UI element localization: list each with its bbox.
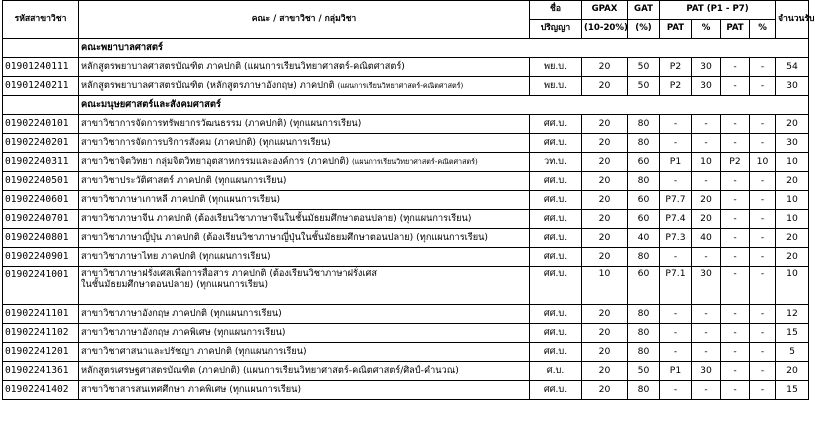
pct2: -: [750, 248, 776, 267]
table-row: [3, 229, 809, 248]
seats: 12: [776, 305, 809, 324]
gat: 50: [628, 58, 660, 77]
program-name-cell: [79, 153, 530, 172]
header-gpax-line2: (10-20%): [582, 20, 628, 39]
gat: 80: [628, 381, 660, 400]
header-pct2: %: [750, 20, 776, 39]
pct1: 20: [692, 210, 721, 229]
pat2: -: [721, 324, 750, 343]
gat: 80: [628, 343, 660, 362]
table-row: [3, 210, 809, 229]
program-name: สาขาวิชาสารสนเทศศึกษา ภาคพิเศษ (ทุกแผนการเรียน): [79, 381, 530, 400]
faculty-row: [3, 96, 809, 115]
program-code: 01902240311: [3, 153, 79, 172]
degree: พย.บ.: [530, 58, 582, 77]
gpax: 20: [582, 362, 628, 381]
gpax: 20: [582, 324, 628, 343]
program-name: สาขาวิชาศาสนาและปรัชญา ภาคปกติ (ทุกแผนการเรียน): [79, 343, 530, 362]
gat: 80: [628, 324, 660, 343]
degree: วท.บ.: [530, 153, 582, 172]
program-code: 01902241402: [3, 381, 79, 400]
gpax: 20: [582, 248, 628, 267]
table-row: [3, 267, 809, 305]
pat2: -: [721, 362, 750, 381]
table-row: [3, 153, 809, 172]
seats: 20: [776, 362, 809, 381]
header-seats: จำนวนรับ: [776, 1, 809, 39]
gat: 80: [628, 305, 660, 324]
gat: 60: [628, 153, 660, 172]
seats: 10: [776, 210, 809, 229]
gat: 80: [628, 115, 660, 134]
pat1: P1: [660, 153, 692, 172]
pat2: -: [721, 343, 750, 362]
pat2: -: [721, 191, 750, 210]
seats: 20: [776, 229, 809, 248]
program-code: 01901240111: [3, 58, 79, 77]
pat1: P7.3: [660, 229, 692, 248]
pct2: -: [750, 172, 776, 191]
table-row: [3, 248, 809, 267]
header-gpax-line1: GPAX: [582, 1, 628, 20]
pat2: -: [721, 172, 750, 191]
degree: ศศ.บ.: [530, 267, 582, 305]
pat1: P7.4: [660, 210, 692, 229]
table-row: [3, 58, 809, 77]
gpax: 20: [582, 172, 628, 191]
pat1: -: [660, 305, 692, 324]
degree: ศศ.บ.: [530, 134, 582, 153]
pat2: -: [721, 381, 750, 400]
program-code: 01902241201: [3, 343, 79, 362]
program-code: 01901240211: [3, 77, 79, 96]
table-row: [3, 381, 809, 400]
pat2: -: [721, 305, 750, 324]
header-degree-line1: ชื่อ: [530, 1, 582, 20]
pat1: -: [660, 172, 692, 191]
seats: 15: [776, 324, 809, 343]
gpax: 20: [582, 153, 628, 172]
degree: ศศ.บ.: [530, 191, 582, 210]
program-name: หลักสูตรพยาบาลศาสตรบัณฑิต (หลักสูตรภาษาอังกฤษ) ภาคปกติ: [81, 79, 335, 91]
program-name: หลักสูตรเศรษฐศาสตรบัณฑิต (ภาคปกติ) (แผนการเรียนวิทยาศาสตร์-คณิตศาสตร์/ศิลป์-คำนวณ): [79, 362, 530, 381]
pat1: -: [660, 115, 692, 134]
pct1: 30: [692, 77, 721, 96]
gat: 80: [628, 172, 660, 191]
gpax: 20: [582, 58, 628, 77]
program-note: (แผนการเรียนวิทยาศาสตร์-คณิตศาสตร์): [351, 156, 478, 166]
degree: ศศ.บ.: [530, 381, 582, 400]
gat: 60: [628, 210, 660, 229]
pat1: -: [660, 381, 692, 400]
program-name: สาขาวิชาการจัดการบริการสังคม (ภาคปกติ) (ทุกแผนการเรียน): [79, 134, 530, 153]
pct2: 10: [750, 153, 776, 172]
table-row: [3, 362, 809, 381]
pat2: -: [721, 267, 750, 305]
pat2: -: [721, 229, 750, 248]
gat: 40: [628, 229, 660, 248]
pat1: P2: [660, 58, 692, 77]
seats: 10: [776, 267, 809, 305]
pct1: 30: [692, 267, 721, 305]
pct1: -: [692, 172, 721, 191]
degree: ศศ.บ.: [530, 115, 582, 134]
pat2: -: [721, 210, 750, 229]
gat: 60: [628, 267, 660, 305]
faculty-name: คณะมนุษยศาสตร์และสังคมศาสตร์: [79, 96, 809, 115]
program-name: สาขาวิชาภาษาอังกฤษ ภาคปกติ (ทุกแผนการเรียน): [79, 305, 530, 324]
pct1: 10: [692, 153, 721, 172]
program-name-line2: ในชั้นมัธยมศึกษาตอนปลาย) (ทุกแผนการเรียน): [81, 278, 269, 290]
seats: 20: [776, 172, 809, 191]
pct2: -: [750, 134, 776, 153]
pct2: -: [750, 267, 776, 305]
degree: ศศ.บ.: [530, 248, 582, 267]
pct1: -: [692, 381, 721, 400]
header-pat1: PAT: [660, 20, 692, 39]
program-name: สาขาวิชาประวัติศาสตร์ ภาคปกติ (ทุกแผนการเรียน): [79, 172, 530, 191]
pct2: -: [750, 191, 776, 210]
header-pat-group: PAT (P1 - P7): [660, 1, 776, 20]
degree: พย.บ.: [530, 77, 582, 96]
degree: ศศ.บ.: [530, 305, 582, 324]
header-pct1: %: [692, 20, 721, 39]
gat: 60: [628, 191, 660, 210]
pct1: -: [692, 305, 721, 324]
program-code: 01902240201: [3, 134, 79, 153]
program-code: 01902241001: [3, 267, 79, 305]
pat2: -: [721, 134, 750, 153]
program-code: 01902240801: [3, 229, 79, 248]
seats: 10: [776, 191, 809, 210]
program-name-cell: [79, 77, 530, 96]
pct1: -: [692, 343, 721, 362]
gpax: 20: [582, 77, 628, 96]
gpax: 20: [582, 191, 628, 210]
gpax: 20: [582, 115, 628, 134]
gat: 80: [628, 248, 660, 267]
table-row: [3, 343, 809, 362]
program-name: สาขาวิชาภาษาฝรั่งเศสเพื่อการสื่อสาร ภาคปกติ (ต้องเรียนวิชาภาษาฝรั่งเศส: [81, 268, 377, 279]
pat1: -: [660, 343, 692, 362]
pct1: -: [692, 115, 721, 134]
seats: 20: [776, 248, 809, 267]
gpax: 20: [582, 343, 628, 362]
degree: ศศ.บ.: [530, 343, 582, 362]
pct1: 20: [692, 191, 721, 210]
seats: 20: [776, 115, 809, 134]
pat1: -: [660, 324, 692, 343]
pct2: -: [750, 58, 776, 77]
seats: 5: [776, 343, 809, 362]
header-gat-line1: GAT: [628, 1, 660, 20]
program-name: สาขาวิชาจิตวิทยา กลุ่มจิตวิทยาอุตสาหกรรมและองค์การ (ภาคปกติ): [81, 155, 350, 167]
program-name: หลักสูตรพยาบาลศาสตรบัณฑิต ภาคปกติ (แผนการเรียนวิทยาศาสตร์-คณิตศาสตร์): [79, 58, 530, 77]
pct1: -: [692, 248, 721, 267]
header-gat-line2: (%): [628, 20, 660, 39]
pct2: -: [750, 229, 776, 248]
pct2: -: [750, 343, 776, 362]
header-code: รหัสสาขาวิชา: [3, 1, 79, 39]
program-code: 01902241102: [3, 324, 79, 343]
pct2: -: [750, 210, 776, 229]
degree: ศศ.บ.: [530, 324, 582, 343]
program-name: สาขาวิชาภาษาญี่ปุ่น ภาคปกติ (ต้องเรียนวิชาภาษาญี่ปุ่นในชั้นมัธยมศึกษาตอนปลาย) (ทุกแผนการเรียน): [79, 229, 530, 248]
program-name-cell: [79, 267, 530, 305]
degree: ศศ.บ.: [530, 210, 582, 229]
program-code: 01902240701: [3, 210, 79, 229]
pat1: -: [660, 134, 692, 153]
pct2: -: [750, 77, 776, 96]
pct2: -: [750, 381, 776, 400]
program-code: 01902240101: [3, 115, 79, 134]
seats: 54: [776, 58, 809, 77]
table-row: [3, 172, 809, 191]
gat: 80: [628, 134, 660, 153]
pat2: P2: [721, 153, 750, 172]
seats: 30: [776, 134, 809, 153]
admission-table: [2, 0, 815, 400]
header-degree-line2: ปริญญา: [530, 20, 582, 39]
gpax: 20: [582, 134, 628, 153]
program-code: 01902240901: [3, 248, 79, 267]
pat1: P7.1: [660, 267, 692, 305]
gpax: 10: [582, 267, 628, 305]
table-row: [3, 77, 809, 96]
table-row: [3, 115, 809, 134]
degree: ศ.บ.: [530, 362, 582, 381]
table-row: [3, 134, 809, 153]
pct1: 30: [692, 58, 721, 77]
program-code: 01902241361: [3, 362, 79, 381]
pct2: -: [750, 324, 776, 343]
pat2: -: [721, 248, 750, 267]
table-row: [3, 324, 809, 343]
pct2: -: [750, 305, 776, 324]
pat2: -: [721, 77, 750, 96]
seats: 30: [776, 77, 809, 96]
gat: 50: [628, 77, 660, 96]
pat2: -: [721, 58, 750, 77]
pct2: -: [750, 362, 776, 381]
program-code: 01902240501: [3, 172, 79, 191]
seats: 10: [776, 153, 809, 172]
program-code: 01902240601: [3, 191, 79, 210]
table-row: [3, 305, 809, 324]
pat2: -: [721, 115, 750, 134]
gpax: 20: [582, 381, 628, 400]
degree: ศศ.บ.: [530, 229, 582, 248]
pct1: -: [692, 324, 721, 343]
program-name: สาขาวิชาการจัดการทรัพยากรวัฒนธรรม (ภาคปกติ) (ทุกแผนการเรียน): [79, 115, 530, 134]
pct1: -: [692, 134, 721, 153]
header-program: คณะ / สาขาวิชา / กลุ่มวิชา: [79, 1, 530, 39]
pat1: P7.7: [660, 191, 692, 210]
pat1: -: [660, 248, 692, 267]
program-name: สาขาวิชาภาษาอังกฤษ ภาคพิเศษ (ทุกแผนการเรียน): [79, 324, 530, 343]
program-code: 01902241101: [3, 305, 79, 324]
pat1: P2: [660, 77, 692, 96]
degree: ศศ.บ.: [530, 172, 582, 191]
program-name: สาขาวิชาภาษาจีน ภาคปกติ (ต้องเรียนวิชาภาษาจีนในชั้นมัธยมศึกษาตอนปลาย) (ทุกแผนการเรียน): [79, 210, 530, 229]
gpax: 20: [582, 305, 628, 324]
program-note: (แผนการเรียนวิทยาศาสตร์-คณิตศาสตร์): [337, 80, 464, 90]
gat: 50: [628, 362, 660, 381]
pct1: 30: [692, 362, 721, 381]
seats: 15: [776, 381, 809, 400]
pat1: P1: [660, 362, 692, 381]
gpax: 20: [582, 229, 628, 248]
pct2: -: [750, 115, 776, 134]
program-name: สาขาวิชาภาษาเกาหลี ภาคปกติ (ทุกแผนการเรียน): [79, 191, 530, 210]
faculty-name: คณะพยาบาลศาสตร์: [79, 39, 809, 58]
program-name: สาขาวิชาภาษาไทย ภาคปกติ (ทุกแผนการเรียน): [79, 248, 530, 267]
header-pat2: PAT: [721, 20, 750, 39]
table-row: [3, 191, 809, 210]
pct1: 40: [692, 229, 721, 248]
gpax: 20: [582, 210, 628, 229]
faculty-row: [3, 39, 809, 58]
